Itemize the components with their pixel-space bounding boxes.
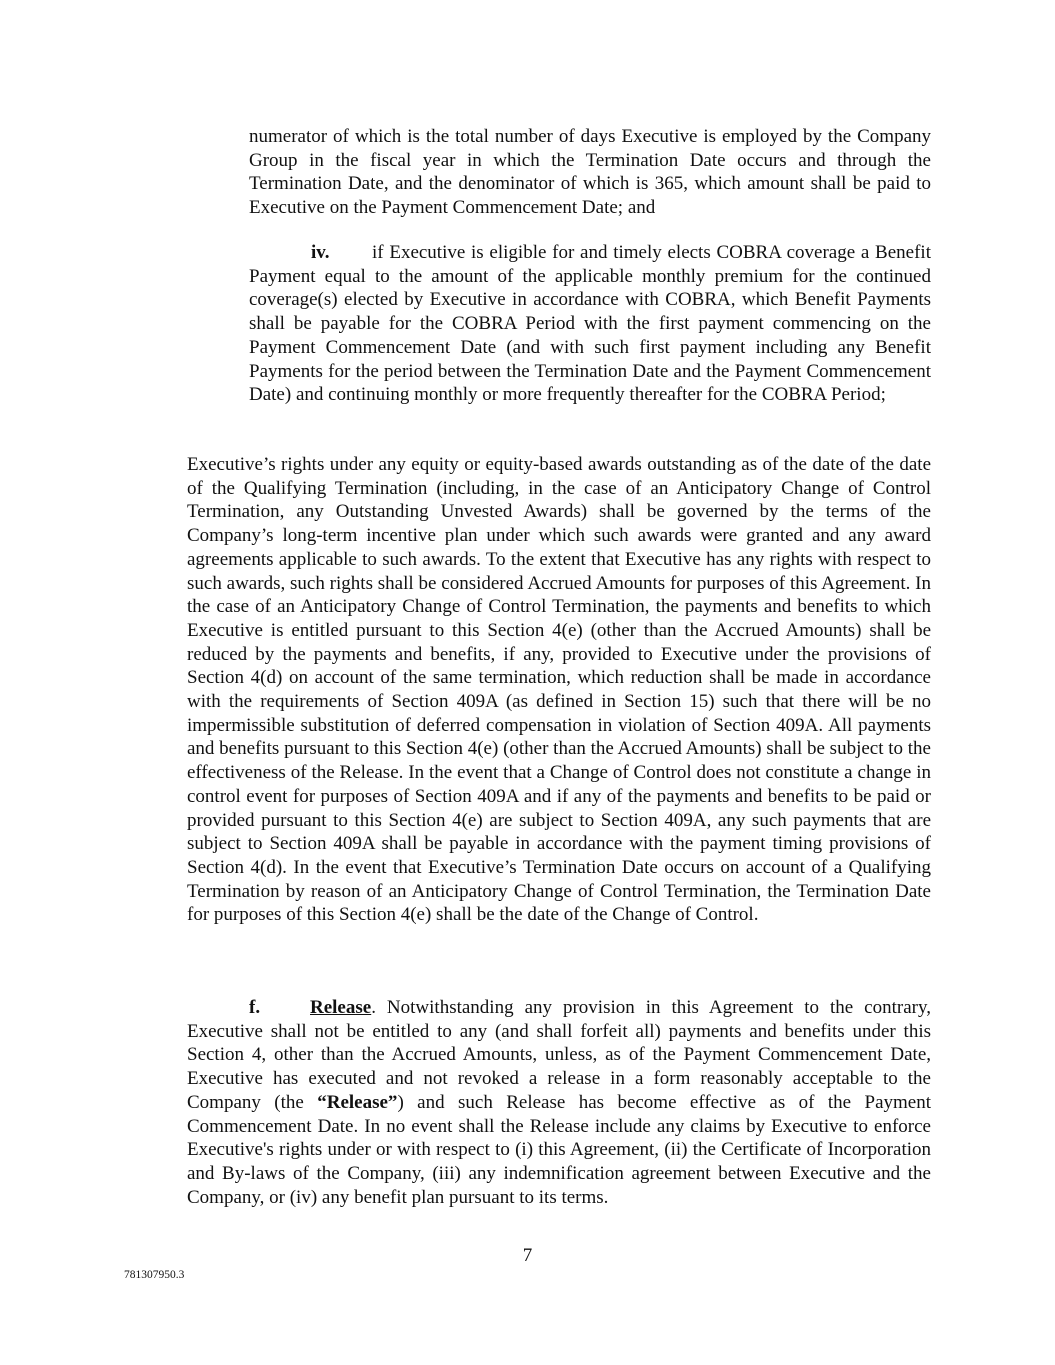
section-f-text-part2: ) and such Release has become effective as of the Payment Commencement Date. In no event shall the Release include any claims by Executive to enforce Executive's rights under or with respect to (i) this Agreement, (ii) the Certificate of Incorporation and By-laws of the Company, (iii) any indemnification agreement between Executive and the Company, or (iv) any benefit plan pursuant to its terms. [187, 1091, 931, 1208]
paragraph-section-f-release [187, 996, 931, 1209]
section-f-label: f. [249, 997, 261, 1018]
document-id: 781307950.3 [124, 1269, 185, 1281]
page-number: 7 [522, 1245, 533, 1266]
section-f-text-part1: . Notwithstanding any provision in this Agreement to the contrary, Executive shall not be entitled to any (and shall forfeit all) payments and benefits under this Section 4, other than the Accrued Amounts, unless, as of the Payment Commencement Date, Executive has executed and not revoked a release in a form reasonably acceptable to the Company (the [187, 997, 931, 1113]
paragraph-item-iv [249, 241, 931, 407]
section-f-heading: Release [310, 997, 372, 1018]
defined-term-release: “Release” [317, 1091, 398, 1113]
item-iv-text: if Executive is eligible for and timely elects COBRA coverage a Benefit Payment equal to the amount of the applicable monthly premium for the continued coverage(s) elected by Executive in accordance with COBRA, which Benefit Payments shall be payable for the COBRA Period with the first payment commencing on the Payment Commencement Date (and with such first payment including any Benefit Payments for the period between the Termination Date and the Payment Commencement Date) and continuing monthly or more frequently thereafter for the COBRA Period; [249, 242, 931, 406]
paragraph-continuation: numerator of which is the total number of days Executive is employed by the Company Group in the fiscal year in which the Termination Date occurs and through the Termination Date, and the denominator of which is 365, which amount shall be paid to Executive on the Payment Commencement Date; and [249, 126, 931, 219]
paragraph-equity-awards: Executive’s rights under any equity or equity-based awards outstanding as of the date of the date of the Qualifying Termination (including, in the case of an Anticipatory Change of Control Termination, any Outstanding Unvested Awards) shall be governed by the terms of the Company’s long-term incentive plan under which such awards were granted and any award agreements applicable to such awards. To the extent that Executive has any rights with respect to such awards, such rights shall be considered Accrued Amounts for purposes of this Agreement. In the case of an Anticipatory Change of Control Termination, the payments and benefits to which Executive is entitled pursuant to this Section 4(e) (other than the Accrued Amounts) shall be reduced by the payments and benefits, if any, provided to Executive under the provisions of Section 4(d) on account of the same termination, which reduction shall be made in accordance with the requirements of Section 409A (as defined in Section 15) such that there will be no impermissible substitution of deferred compensation in violation of Section 409A. All payments and benefits pursuant to this Section 4(e) (other than the Accrued Amounts) shall be subject to the effectiveness of the Release. In the event that a Change of Control does not constitute a change in control event for purposes of Section 409A and if any of the payments and benefits to be paid or provided pursuant to this Section 4(e) are subject to Section 409A, any such payments that are subject to Section 409A shall be payable in accordance with the payment timing provisions of Section 4(d). In the event that Executive’s Termination Date occurs on account of a Qualifying Termination by reason of an Anticipatory Change of Control Termination, the Termination Date for purposes of this Section 4(e) shall be the date of the Change of Control. [187, 454, 931, 926]
item-iv-label: iv. [311, 242, 330, 263]
